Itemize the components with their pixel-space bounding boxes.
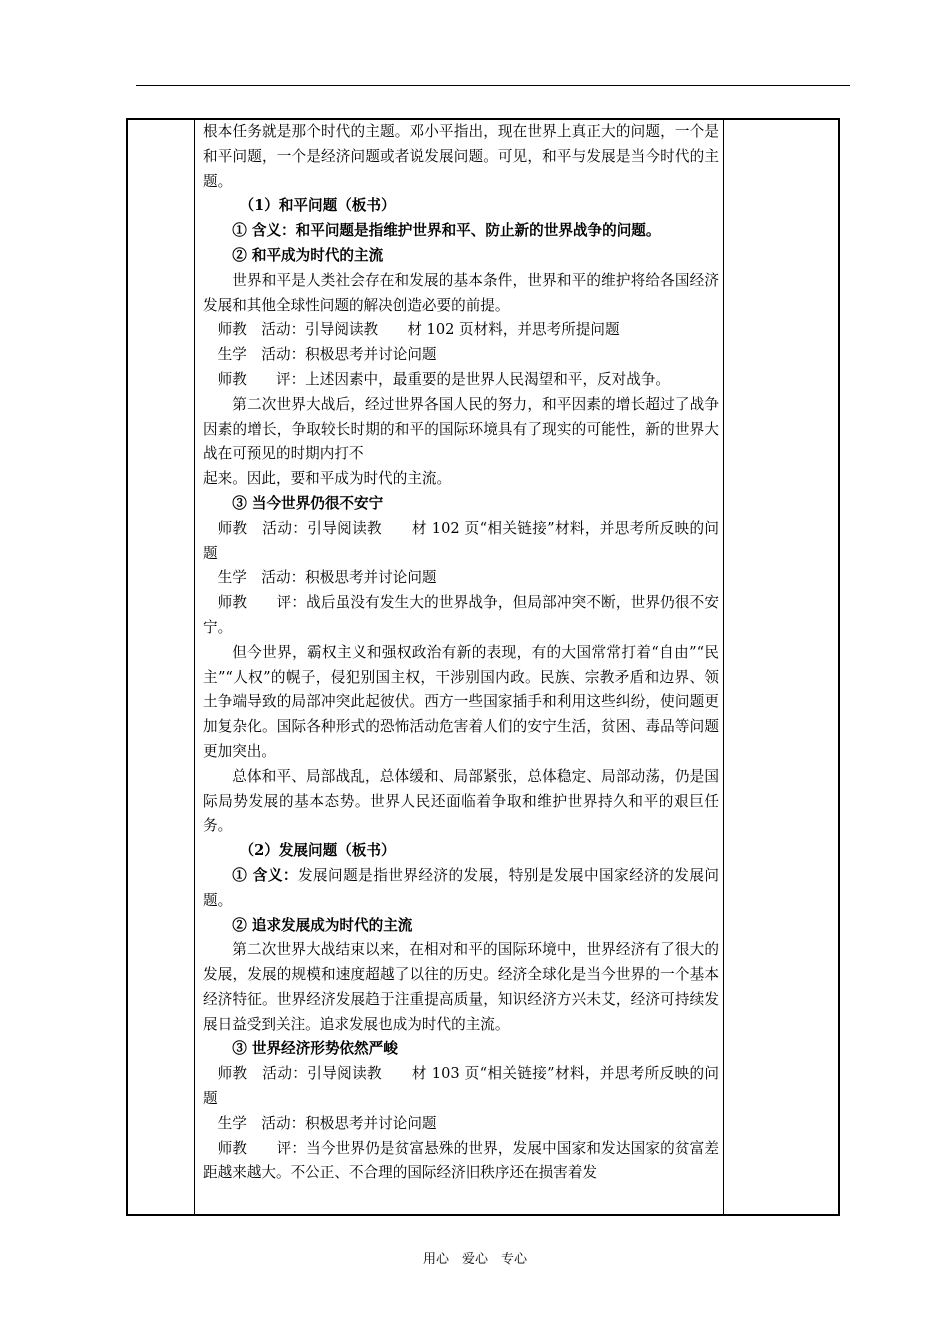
paragraph-rest: 发展问题是指世界经济的发展，特别是发展中国家经济的发展问题。 <box>203 866 719 909</box>
paragraph: ② 和平成为时代的主流 <box>232 246 384 264</box>
paragraph: 师教 活动：引导阅读教 材 102 页“相关链接”材料，并思考所反映的问题 <box>203 519 719 562</box>
paragraph: （1）和平问题（板书） <box>239 197 396 215</box>
paragraph: 师教 评：当今世界仍是贫富悬殊的世界，发展中国家和发达国家的贫富差距越来越大。不公正、不合理的国际经济旧秩序还在损害着发 <box>203 1139 719 1182</box>
paragraph: 起来。因此，要和平成为时代的主流。 <box>203 470 452 488</box>
paragraph: 生学 活动：积极思考并讨论问题 <box>217 346 437 364</box>
paragraph: ③ 世界经济形势依然严峻 <box>232 1040 398 1058</box>
paragraph: 但今世界，霸权主义和强权政治有新的表现，有的大国常常打着“自由”“民主”“人权”的幌子，侵犯别国主权，干涉别国内政。民族、宗教矛盾和边界、领土争端导致的局部冲突此起彼伏。西方一些国家插手和利用这些纠纷，使问题更加复杂化。国际各种形式的恐怖活动危害着人们的安宁生活，贫困、毒品等问题更加突出。 <box>203 643 719 760</box>
paragraph: 生学 活动：积极思考并讨论问题 <box>217 1114 437 1132</box>
paragraph: 总体和平、局部战乱，总体缓和、局部紧张，总体稳定、局部动荡，仍是国际局势发展的基本态势。世界人民还面临着争取和维护世界持久和平的艰巨任务。 <box>203 767 719 835</box>
paragraph: 第二次世界大战后，经过世界各国人民的努力，和平因素的增长超过了战争因素的增长，争取较长时期的和平的国际环境具有了现实的可能性，新的世界大战在可预见的时期内打不 <box>203 395 719 463</box>
paragraph: 世界和平是人类社会存在和发展的基本条件，世界和平的维护将给各国经济发展和其他全球性问题的解决创造必要的前提。 <box>203 271 719 314</box>
paragraph: 师教 活动：引导阅读教 材 102 页材料，并思考所提问题 <box>217 321 620 339</box>
paragraph: 第二次世界大战结束以来，在相对和平的国际环境中，世界经济有了很大的发展，发展的规模和速度超越了以往的历史。经济全球化是当今世界的一个基本经济特征。世界经济发展趋于注重提高质量，知识经济方兴未艾，经济可持续发展日益受到关注。追求发展也成为时代的主流。 <box>203 941 719 1033</box>
paragraph: 根本任务就是那个时代的主题。邓小平指出，现在世界上真正大的问题，一个是和平问题，一个是经济问题或者说发展问题。可见，和平与发展是当今时代的主题。 <box>203 123 719 190</box>
lesson-content-cell <box>203 120 719 1214</box>
paragraph: 生学 活动：积极思考并讨论问题 <box>217 569 437 587</box>
table-column-divider-left <box>194 120 195 1214</box>
paragraph: 师教 评：上述因素中，最重要的是世界人民渴望和平，反对战争。 <box>217 370 671 388</box>
paragraph: 师教 活动：引导阅读教 材 103 页“相关链接”材料，并思考所反映的问题 <box>203 1065 719 1108</box>
table-column-divider-right <box>723 120 724 1214</box>
paragraph: ① 含义：和平问题是指维护世界和平、防止新的世界战争的问题。 <box>232 222 661 240</box>
paragraph: ③ 当今世界仍很不安宁 <box>232 494 384 512</box>
paragraph: （2）发展问题（板书） <box>239 842 396 860</box>
header-rule <box>136 85 850 86</box>
paragraph: 师教 评：战后虽没有发生大的世界战争，但局部冲突不断，世界仍很不安宁。 <box>203 594 719 636</box>
paragraph: ② 追求发展成为时代的主流 <box>232 916 413 934</box>
paragraph-bold-prefix: ① 含义： <box>232 866 298 884</box>
paragraph <box>203 864 719 914</box>
page-footer: 用心 爱心 专心 <box>422 1252 527 1267</box>
